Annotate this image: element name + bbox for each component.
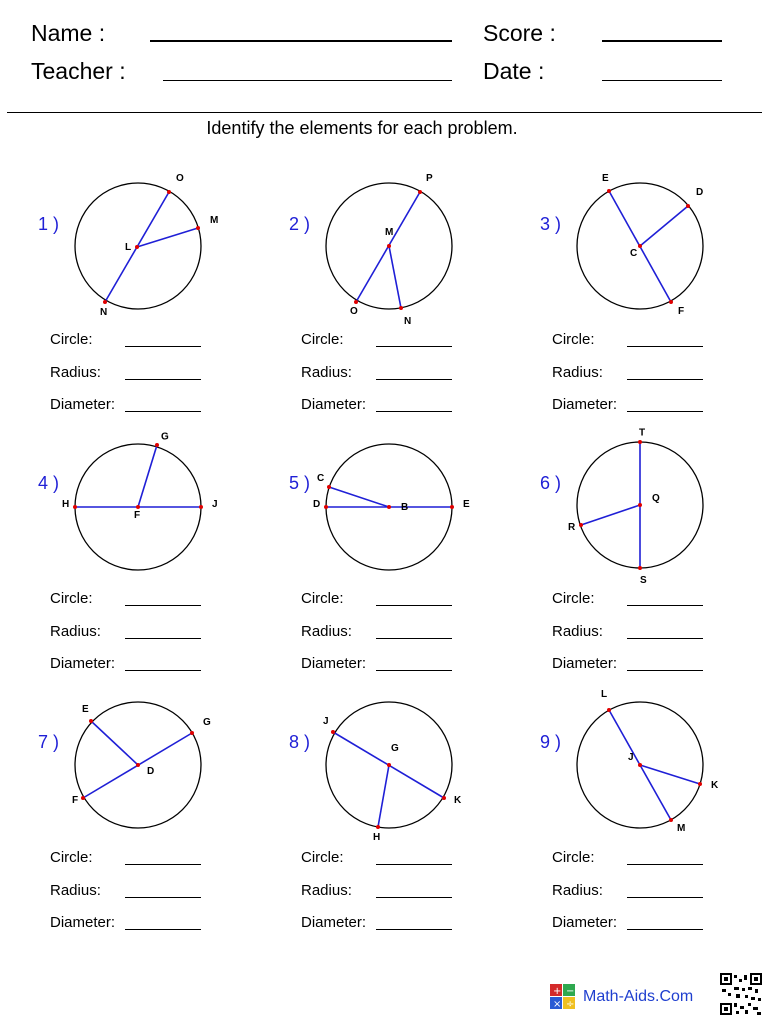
- radius-answer[interactable]: [125, 379, 201, 380]
- radius-label: Radius:: [50, 882, 101, 899]
- point-label: E: [602, 173, 609, 184]
- problem-5: [251, 433, 507, 691]
- point: [73, 505, 77, 509]
- circle-figure: [60, 692, 240, 842]
- svg-text:+: +: [553, 986, 562, 997]
- point-label: L: [601, 689, 608, 700]
- point: [354, 300, 358, 304]
- diameter-label: Diameter:: [50, 914, 116, 931]
- circle-figure: [562, 427, 742, 586]
- math-aids-logo-icon: [550, 984, 576, 1010]
- problem-number: 4 ): [38, 473, 60, 493]
- point-label: K: [454, 795, 462, 806]
- circle-label: Circle:: [552, 590, 595, 607]
- diameter-label: Diameter:: [301, 914, 367, 931]
- point-label: G: [391, 743, 399, 754]
- point: [638, 244, 642, 248]
- problem-number: 3 ): [540, 214, 562, 234]
- problem-6: [502, 427, 758, 691]
- problem-1: [0, 174, 256, 432]
- point: [196, 226, 200, 230]
- point-label: E: [463, 499, 470, 510]
- radius-answer[interactable]: [125, 638, 201, 639]
- point-label: G: [161, 431, 169, 443]
- circle-answer[interactable]: [125, 346, 201, 347]
- diameter-label: Diameter:: [50, 655, 116, 672]
- point: [331, 730, 335, 734]
- diameter-label: Diameter:: [552, 914, 618, 931]
- circle-answer[interactable]: [627, 605, 703, 606]
- point-label: E: [82, 704, 89, 715]
- point-label: O: [350, 306, 358, 317]
- diameter-answer[interactable]: [627, 929, 703, 930]
- point-label: M: [677, 823, 686, 834]
- diameter-label: Diameter:: [301, 655, 367, 672]
- circle-figure: [311, 433, 491, 583]
- name-label: Name :: [31, 20, 106, 46]
- circle-figure: [60, 433, 240, 583]
- circle-answer[interactable]: [125, 605, 201, 606]
- problem-number: 5 ): [289, 473, 311, 493]
- point-label: N: [100, 307, 108, 318]
- site-link[interactable]: Math-Aids.Com: [583, 988, 694, 1005]
- problem-8: [251, 692, 507, 950]
- point-label: L: [125, 242, 132, 253]
- problem-number: 2 ): [289, 214, 311, 234]
- point: [669, 818, 673, 822]
- radius-label: Radius:: [552, 364, 603, 381]
- circle-answer[interactable]: [125, 864, 201, 865]
- diameter-answer[interactable]: [125, 929, 201, 930]
- radius-answer[interactable]: [376, 379, 452, 380]
- instructions: Identify the elements for each problem.: [206, 118, 518, 138]
- circle-figure: [562, 689, 742, 842]
- radius-answer[interactable]: [627, 379, 703, 380]
- problem-number: 8 ): [289, 732, 311, 752]
- point-label: J: [628, 752, 634, 763]
- point: [135, 245, 139, 249]
- problem-2: [251, 174, 507, 432]
- radius-segment: [378, 765, 389, 827]
- diameter-label: Diameter:: [50, 396, 116, 413]
- diameter-answer[interactable]: [376, 411, 452, 412]
- point-label: M: [385, 227, 394, 238]
- point-label: G: [203, 717, 211, 728]
- radius-answer[interactable]: [376, 638, 452, 639]
- teacher-field[interactable]: [163, 80, 452, 81]
- radius-label: Radius:: [301, 882, 352, 899]
- problem-7: [0, 692, 256, 950]
- radius-label: Radius:: [301, 364, 352, 381]
- circle-figure: [311, 692, 491, 842]
- diameter-label: Diameter:: [552, 655, 618, 672]
- radius-segment: [581, 505, 640, 525]
- diameter-answer[interactable]: [125, 411, 201, 412]
- point: [450, 505, 454, 509]
- point-label: D: [696, 187, 704, 198]
- point: [399, 306, 403, 310]
- point: [607, 189, 611, 193]
- point: [89, 719, 93, 723]
- circle-figure: [562, 174, 742, 324]
- point: [376, 825, 380, 829]
- point: [190, 731, 194, 735]
- circle-label: Circle:: [301, 590, 344, 607]
- point-label: H: [62, 499, 70, 510]
- problem-number: 1 ): [38, 214, 60, 234]
- point-label: D: [313, 499, 321, 510]
- radius-segment: [138, 445, 157, 507]
- diameter-answer[interactable]: [376, 670, 452, 671]
- point: [136, 505, 140, 509]
- radius-segment: [640, 206, 688, 246]
- point: [81, 796, 85, 800]
- point: [387, 763, 391, 767]
- point-label: B: [401, 502, 409, 513]
- point-label: J: [212, 499, 218, 510]
- point-label: K: [711, 780, 719, 791]
- radius-answer[interactable]: [125, 897, 201, 898]
- point-label: C: [317, 473, 325, 484]
- radius-answer[interactable]: [627, 638, 703, 639]
- point-label: F: [678, 306, 685, 317]
- point-label: J: [323, 716, 329, 727]
- circle-answer[interactable]: [627, 346, 703, 347]
- problem-number: 6 ): [540, 473, 562, 493]
- name-field[interactable]: [150, 40, 452, 42]
- diameter-label: Diameter:: [301, 396, 367, 413]
- point-label: H: [373, 832, 381, 843]
- circle-label: Circle:: [552, 849, 595, 866]
- radius-label: Radius:: [50, 623, 101, 640]
- point: [638, 566, 642, 570]
- point: [387, 244, 391, 248]
- radius-answer[interactable]: [376, 897, 452, 898]
- point: [418, 190, 422, 194]
- circle-figure: [311, 173, 491, 327]
- circle-label: Circle:: [50, 849, 93, 866]
- point: [686, 204, 690, 208]
- point: [136, 763, 140, 767]
- point-label: F: [72, 795, 79, 806]
- diameter-answer[interactable]: [627, 411, 703, 412]
- problem-9: [502, 689, 758, 950]
- point: [607, 708, 611, 712]
- radius-segment: [389, 246, 401, 308]
- point-label: N: [404, 316, 412, 327]
- problem-number: 7 ): [38, 732, 60, 752]
- circle-label: Circle:: [50, 331, 93, 348]
- radius-answer[interactable]: [627, 897, 703, 898]
- diameter-answer[interactable]: [125, 670, 201, 671]
- point-label: O: [176, 173, 184, 184]
- radius-label: Radius:: [50, 364, 101, 381]
- circle-figure: [60, 174, 240, 324]
- point: [324, 505, 328, 509]
- date-field[interactable]: [602, 80, 722, 81]
- point: [579, 523, 583, 527]
- radius-segment: [329, 487, 389, 507]
- point-label: F: [134, 510, 141, 521]
- score-label: Score :: [483, 20, 556, 46]
- point-label: M: [210, 215, 219, 226]
- circle-label: Circle:: [301, 849, 344, 866]
- problem-number: 9 ): [540, 732, 562, 752]
- point: [638, 503, 642, 507]
- header-divider: [7, 112, 762, 113]
- point-label: C: [630, 248, 638, 259]
- problem-4: [0, 433, 256, 691]
- point-label: S: [640, 575, 647, 586]
- point: [103, 300, 107, 304]
- point: [638, 440, 642, 444]
- point-label: R: [568, 522, 576, 533]
- point-label: P: [426, 173, 433, 184]
- date-label: Date :: [483, 58, 545, 84]
- diameter-label: Diameter:: [552, 396, 618, 413]
- svg-text:÷: ÷: [566, 999, 575, 1010]
- point: [442, 796, 446, 800]
- point: [698, 782, 702, 786]
- circle-label: Circle:: [50, 590, 93, 607]
- point: [327, 485, 331, 489]
- point-label: D: [147, 766, 155, 777]
- point: [155, 443, 159, 447]
- point: [669, 300, 673, 304]
- diameter-answer[interactable]: [627, 670, 703, 671]
- radius-label: Radius:: [301, 623, 352, 640]
- circle-answer[interactable]: [376, 346, 452, 347]
- point: [638, 763, 642, 767]
- point: [387, 505, 391, 509]
- qr-code-icon: [720, 973, 762, 1015]
- circle-answer[interactable]: [376, 864, 452, 865]
- point: [167, 190, 171, 194]
- radius-label: Radius:: [552, 882, 603, 899]
- circle-label: Circle:: [552, 331, 595, 348]
- teacher-label: Teacher :: [31, 58, 126, 84]
- diameter-answer[interactable]: [376, 929, 452, 930]
- circle-answer[interactable]: [627, 864, 703, 865]
- circle-label: Circle:: [301, 331, 344, 348]
- radius-segment: [91, 721, 138, 765]
- radius-label: Radius:: [552, 623, 603, 640]
- circle-answer[interactable]: [376, 605, 452, 606]
- svg-text:−: −: [566, 986, 575, 997]
- problem-3: [502, 174, 758, 432]
- point: [199, 505, 203, 509]
- score-field[interactable]: [602, 40, 722, 42]
- svg-text:×: ×: [553, 999, 562, 1010]
- point-label: T: [639, 427, 646, 439]
- point-label: Q: [652, 493, 660, 504]
